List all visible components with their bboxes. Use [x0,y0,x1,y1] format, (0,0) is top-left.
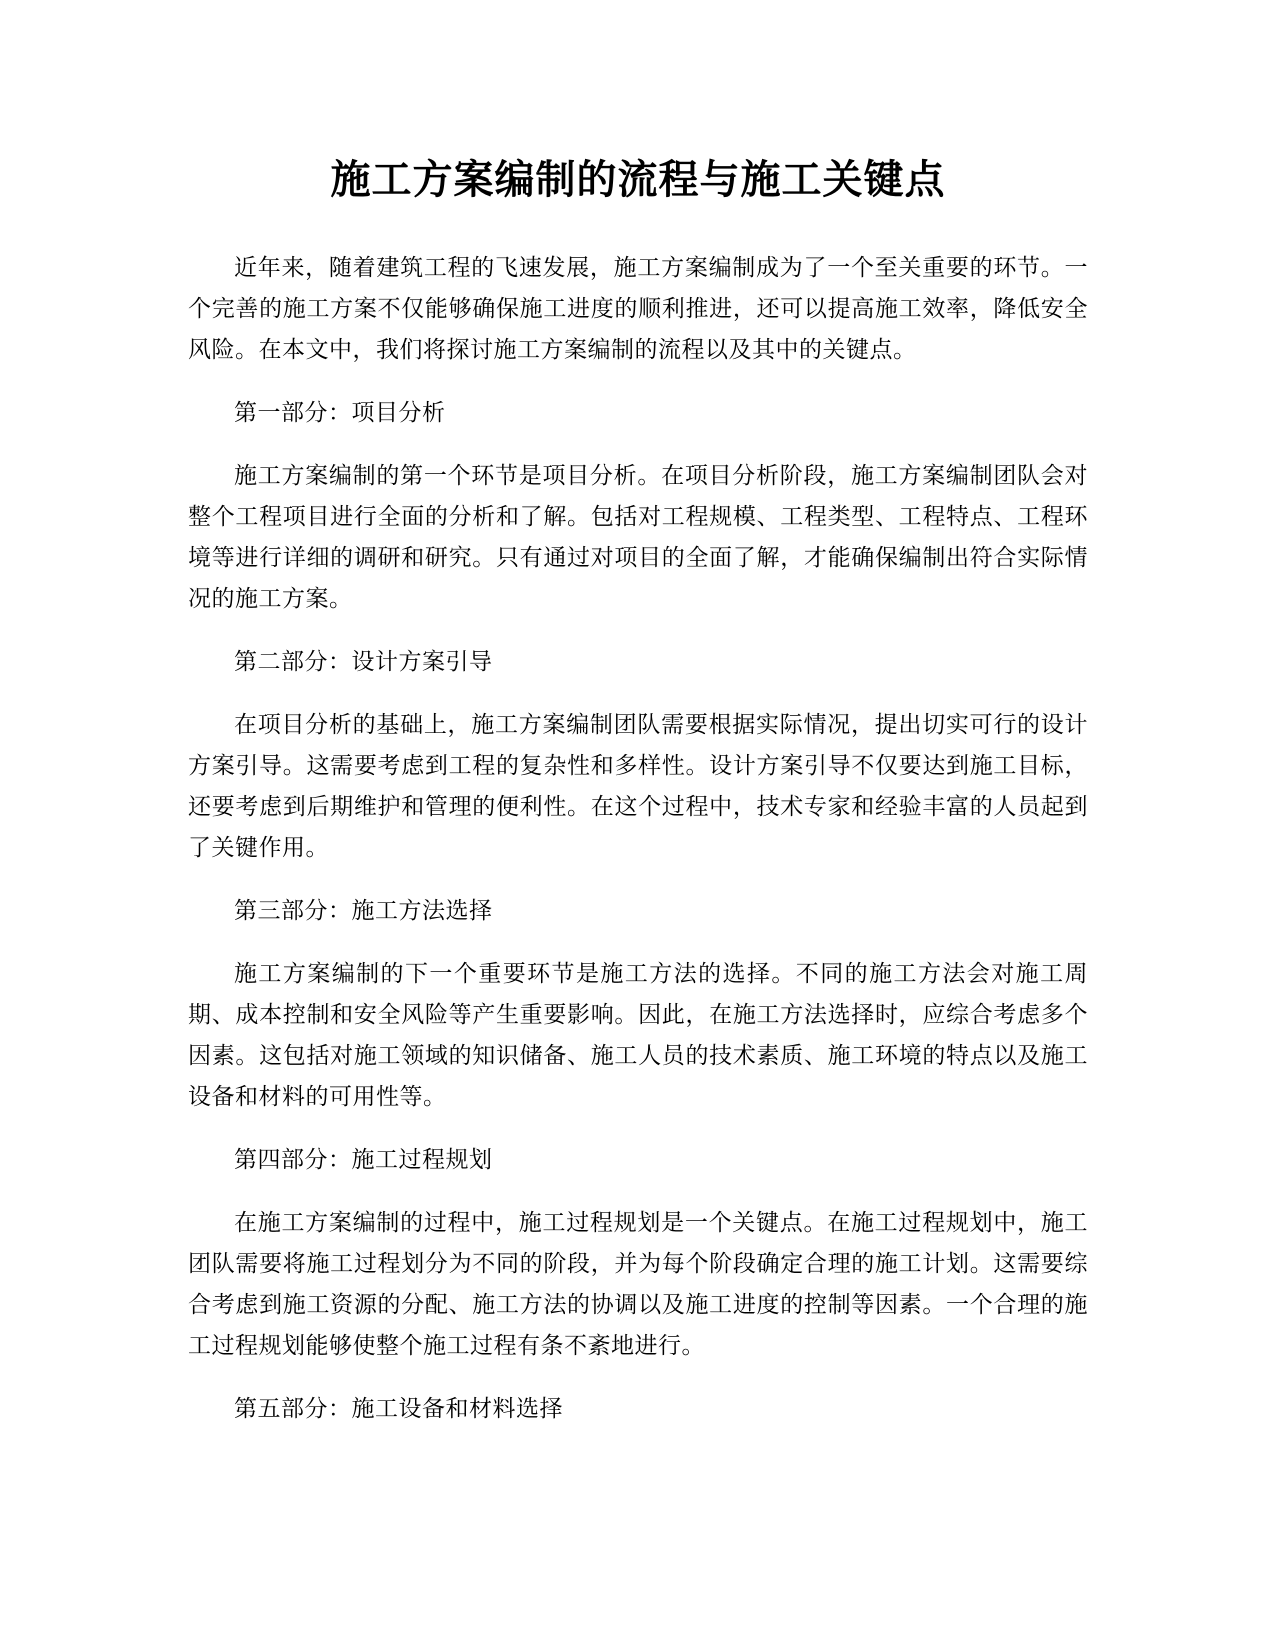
section-4-paragraph: 在施工方案编制的过程中，施工过程规划是一个关键点。在施工过程规划中，施工团队需要将施工过程划分为不同的阶段，并为每个阶段确定合理的施工计划。这需要综合考虑到施工资源的分配、施工方法的协调以及施工进度的控制等因素。一个合理的施工过程规划能够使整个施工过程有条不紊地进行。 [188,1210,1088,1359]
section-2-paragraph: 在项目分析的基础上，施工方案编制团队需要根据实际情况，提出切实可行的设计方案引导。这需要考虑到工程的复杂性和多样性。设计方案引导不仅要达到施工目标，还要考虑到后期维护和管理的便利性。在这个过程中，技术专家和经验丰富的人员起到了关键作用。 [188,712,1088,861]
section-1-paragraph: 施工方案编制的第一个环节是项目分析。在项目分析阶段，施工方案编制团队会对整个工程项目进行全面的分析和了解。包括对工程规模、工程类型、工程特点、工程环境等进行详细的调研和研究。只有通过对项目的全面了解，才能确保编制出符合实际情况的施工方案。 [188,463,1088,612]
document-body [188,148,1088,1452]
section-4-heading: 第四部分：施工过程规划 [234,1147,493,1173]
section-2-heading: 第二部分：设计方案引导 [234,649,493,675]
section-1-heading: 第一部分：项目分析 [234,400,446,426]
document-title: 施工方案编制的流程与施工关键点 [330,157,946,203]
section-3-heading: 第三部分：施工方法选择 [234,898,493,924]
intro-paragraph: 近年来，随着建筑工程的飞速发展，施工方案编制成为了一个至关重要的环节。一个完善的施工方案不仅能够确保施工进度的顺利推进，还可以提高施工效率，降低安全风险。在本文中，我们将探讨施工方案编制的流程以及其中的关键点。 [188,255,1088,363]
section-5-heading: 第五部分：施工设备和材料选择 [234,1396,563,1422]
section-3-paragraph: 施工方案编制的下一个重要环节是施工方法的选择。不同的施工方法会对施工周期、成本控制和安全风险等产生重要影响。因此，在施工方法选择时，应综合考虑多个因素。这包括对施工领域的知识储备、施工人员的技术素质、施工环境的特点以及施工设备和材料的可用性等。 [188,961,1088,1110]
